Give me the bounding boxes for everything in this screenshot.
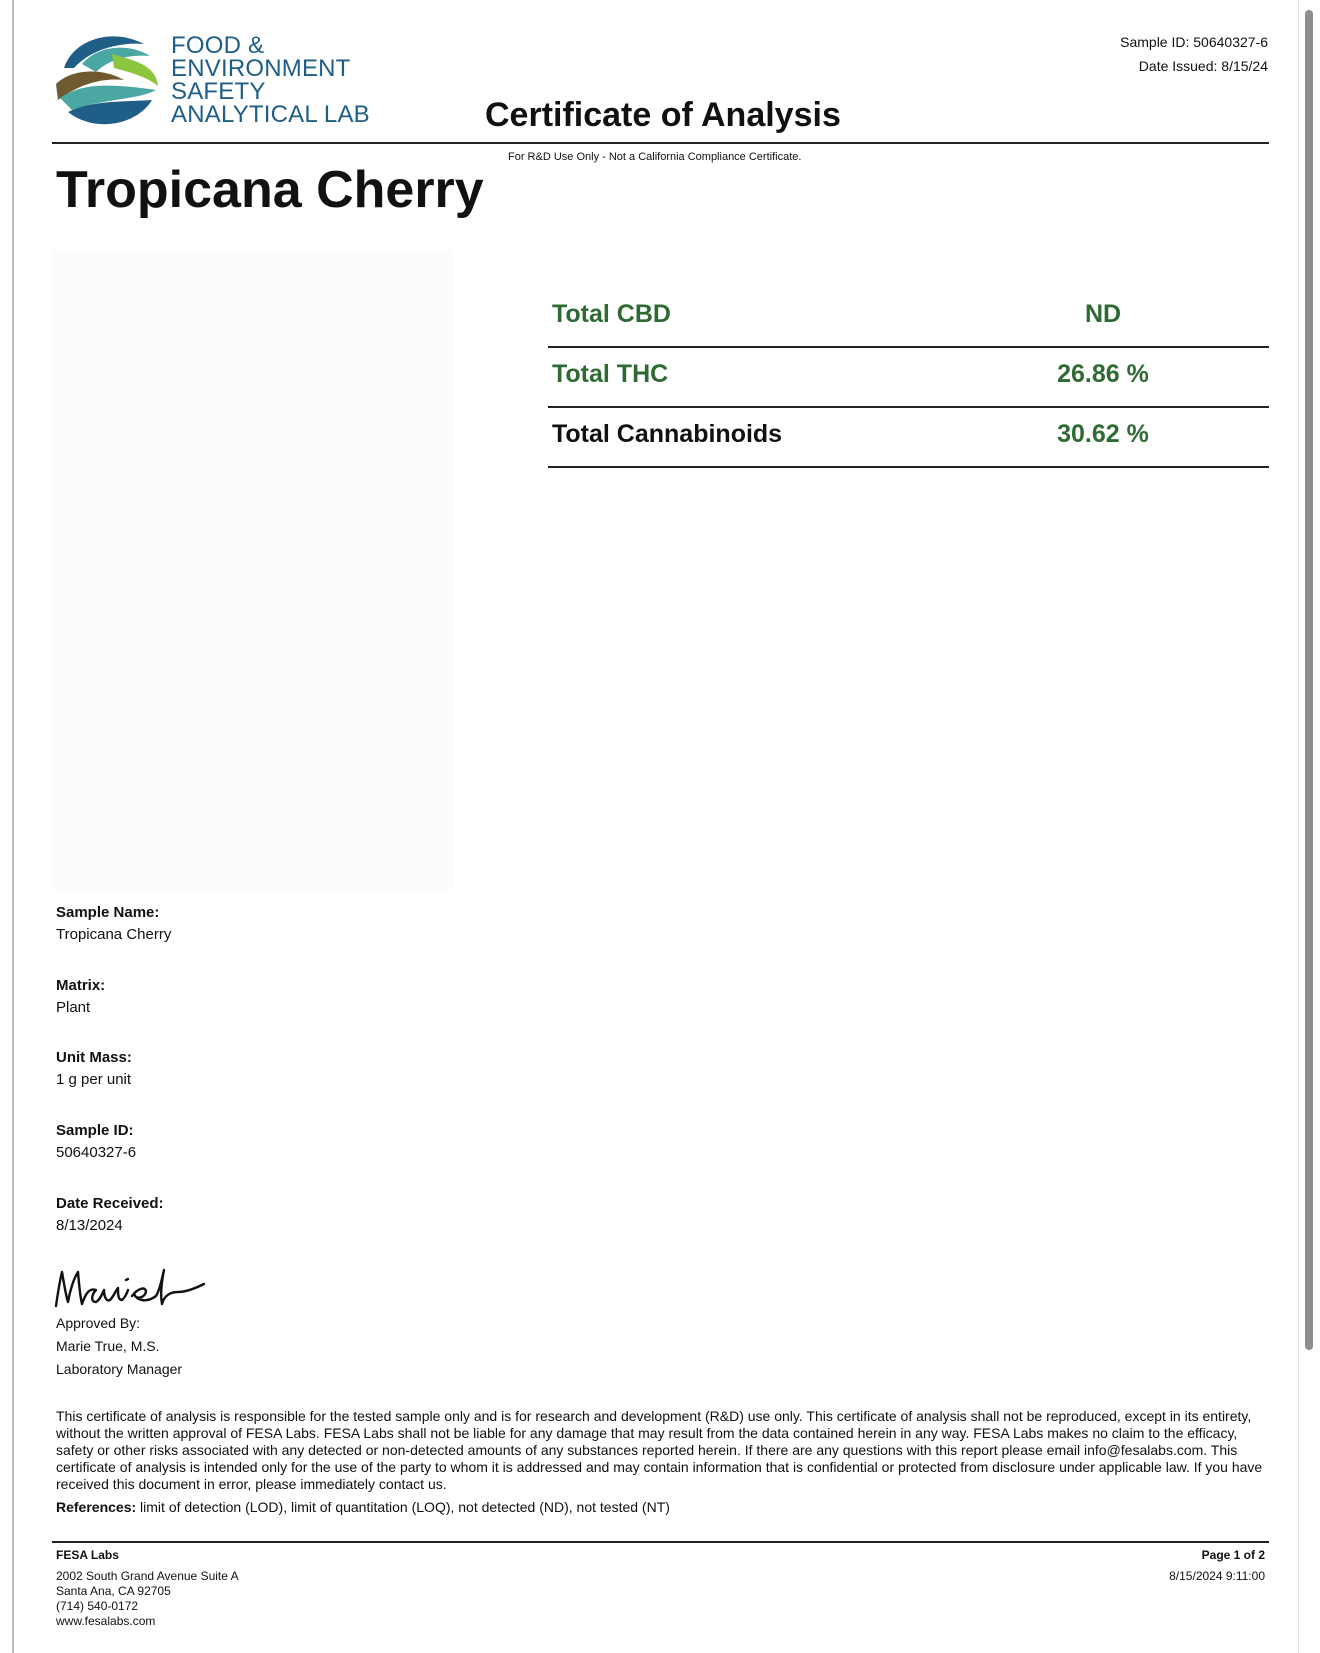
info-value: 8/13/2024 (56, 1217, 123, 1234)
summary-value: 30.62 % (1057, 420, 1149, 448)
info-value: 50640327-6 (56, 1144, 137, 1161)
info-label: Sample Name: (56, 904, 160, 921)
signature-image (52, 1262, 207, 1312)
info-sample-id (56, 1121, 136, 1163)
references-label: References: (56, 1499, 137, 1515)
lab-name-line: ENVIRONMENT (171, 55, 351, 82)
footer-website[interactable]: www.fesalabs.com (56, 1614, 156, 1628)
info-value: Plant (56, 999, 91, 1016)
summary-label: Total Cannabinoids (552, 420, 783, 448)
footer-divider (52, 1541, 1269, 1543)
footer-address-line2: Santa Ana, CA 92705 (56, 1584, 171, 1598)
info-label: Sample ID: (56, 1122, 134, 1139)
footer-page-number: Page 1 of 2 (1201, 1548, 1265, 1562)
summary-row-total-cbd (548, 288, 1269, 348)
summary-label: Total CBD (552, 300, 671, 328)
approver-name: Marie True, M.S. (56, 1338, 160, 1354)
header-disclaimer: For R&D Use Only - Not a California Compliance Certificate. (508, 151, 802, 163)
footer-address-line1: 2002 South Grand Avenue Suite A (56, 1569, 239, 1583)
footer-company: FESA Labs (56, 1548, 119, 1562)
approval-block (56, 1312, 182, 1381)
cannabinoid-summary (548, 288, 1269, 468)
info-value: Tropicana Cherry (56, 926, 172, 943)
footer-address (56, 1548, 239, 1629)
summary-row-total-cannabinoids (548, 408, 1269, 468)
info-matrix (56, 976, 105, 1018)
lab-name-line: ANALYTICAL LAB (171, 101, 370, 128)
lab-name-line: SAFETY (171, 78, 266, 105)
references (56, 1499, 670, 1515)
lab-name (171, 34, 370, 126)
info-sample-name (56, 903, 171, 945)
footer-timestamp: 8/15/2024 9:11:00 (1169, 1569, 1265, 1583)
info-label: Unit Mass: (56, 1049, 132, 1066)
scrollbar-thumb[interactable] (1305, 10, 1313, 1350)
sample-meta (1120, 30, 1268, 78)
summary-value: ND (1084, 300, 1122, 328)
document-title: Certificate of Analysis (485, 96, 841, 134)
info-date-received (56, 1194, 164, 1236)
product-name: Tropicana Cherry (56, 161, 484, 219)
product-image-area (52, 250, 454, 890)
page-right-edge (1298, 0, 1299, 1653)
info-unit-mass (56, 1048, 132, 1090)
header-divider (52, 142, 1269, 144)
summary-value: 26.86 % (1057, 360, 1149, 388)
summary-label: Total THC (552, 360, 669, 388)
approver-role: Laboratory Manager (56, 1361, 183, 1377)
footer-page-info (1169, 1548, 1265, 1584)
info-label: Matrix: (56, 977, 106, 994)
references-text: limit of detection (LOD), limit of quantitation (LOQ), not detected (ND), not tested (NT) (136, 1499, 670, 1515)
legal-disclaimer: This certificate of analysis is responsible for the tested sample only and is for research and development (R&D) use only. This certificate of analysis shall not be reproduced, except in its entirety, without the written approval of FESA Labs. FESA Labs shall not be liable for any damage that may result from the data contained herein in any way. FESA Labs makes no claim to the efficacy, safety or other risks associated with any detected or non-detected amounts of any substances reported herein. If there are any questions with this report please email info@fesalabs.com. This certificate of analysis is intended only for the use of the party to whom it is addressed and may contain information that is confidential or protected from disclosure under applicable law. If you have received this document in error, please immediately contact us. (56, 1408, 1263, 1492)
lab-name-line: FOOD & (171, 32, 265, 59)
page-left-edge (12, 0, 14, 1653)
lab-logo-icon (52, 24, 162, 136)
info-value: 1 g per unit (56, 1071, 132, 1088)
info-label: Date Received: (56, 1195, 164, 1212)
summary-row-total-thc (548, 348, 1269, 408)
footer-phone: (714) 540-0172 (56, 1599, 139, 1613)
header-date-issued: Date Issued: 8/15/24 (1138, 58, 1268, 74)
header-sample-id: Sample ID: 50640327-6 (1120, 34, 1268, 50)
approved-by-label: Approved By: (56, 1315, 141, 1331)
